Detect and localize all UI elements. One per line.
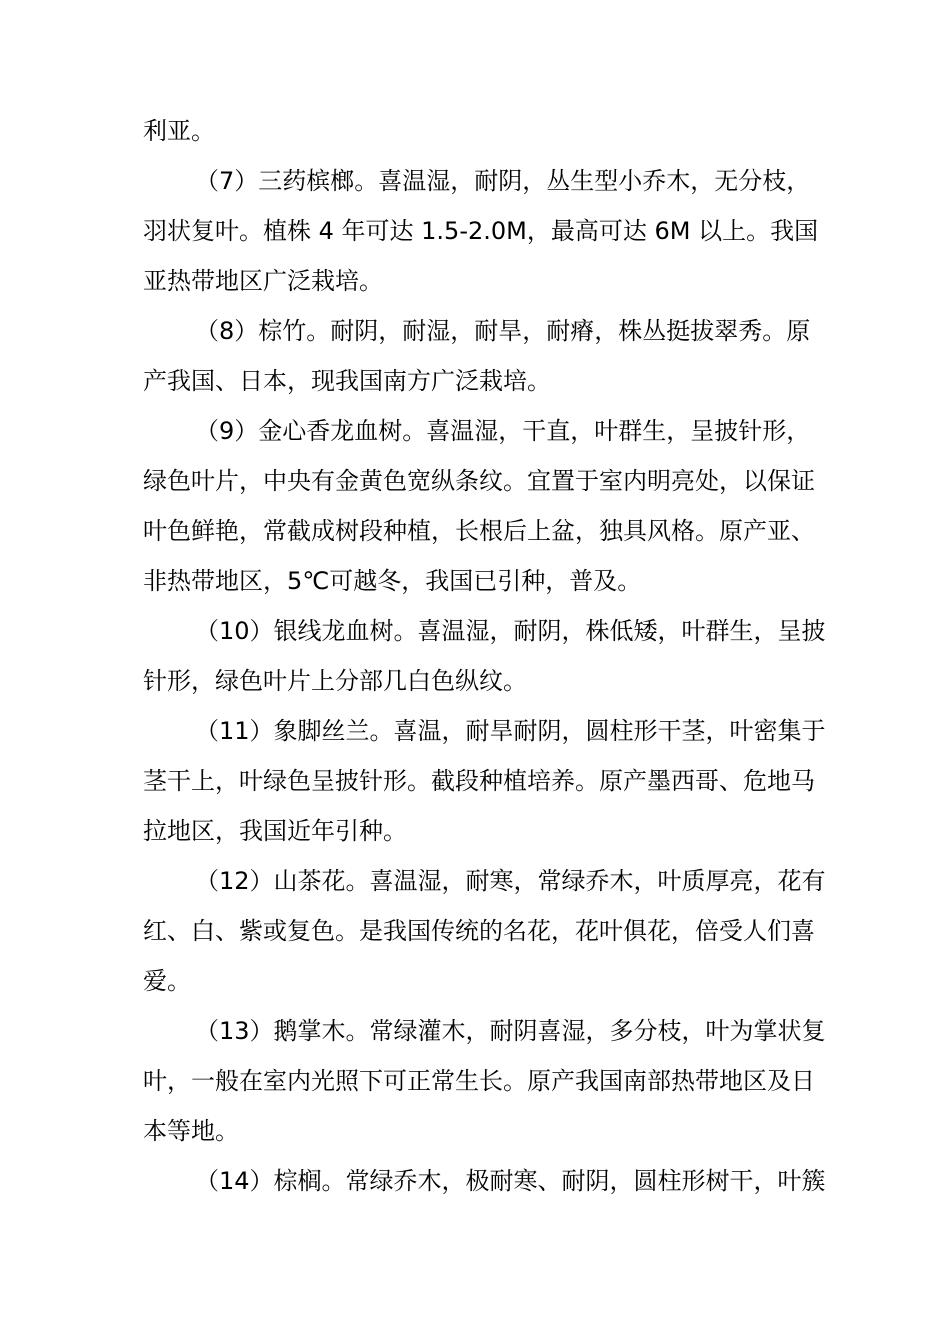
text-line-16: （12）山茶花。喜温湿，耐寒，常绿乔木，叶质厚亮，花有 bbox=[195, 867, 826, 895]
text-line-6: 产我国、日本，现我国南方广泛栽培。 bbox=[143, 367, 551, 395]
text-line-13: （11）象脚丝兰。喜温，耐旱耐阴，圆柱形干茎，叶密集于 bbox=[195, 717, 826, 745]
text-line-20: 叶，一般在室内光照下可正常生长。原产我国南部热带地区及日 bbox=[143, 1067, 815, 1095]
text-line-4: 亚热带地区广泛栽培。 bbox=[143, 267, 383, 295]
text-line-9: 叶色鲜艳，常截成树段种植，长根后上盆，独具风格。原产亚、 bbox=[143, 517, 815, 545]
text-line-11: （10）银线龙血树。喜温湿，耐阴，株低矮，叶群生，呈披 bbox=[195, 617, 826, 645]
text-line-1: 利亚。 bbox=[143, 117, 215, 145]
text-line-15: 拉地区，我国近年引种。 bbox=[143, 817, 407, 845]
text-line-12: 针形，绿色叶片上分部几白色纵纹。 bbox=[143, 667, 527, 695]
text-line-7: （9）金心香龙血树。喜温湿，干直，叶群生，呈披针形， bbox=[195, 417, 811, 445]
text-line-21: 本等地。 bbox=[143, 1117, 239, 1145]
text-line-10: 非热带地区，5℃可越冬，我国已引种，普及。 bbox=[143, 567, 642, 595]
text-line-2: （7）三药槟榔。喜温湿，耐阴，丛生型小乔木，无分枝， bbox=[195, 167, 811, 195]
text-line-18: 爱。 bbox=[143, 967, 191, 995]
text-line-5: （8）棕竹。耐阴，耐湿，耐旱，耐瘠，株丛挺拔翠秀。原 bbox=[195, 317, 811, 345]
text-line-8: 绿色叶片，中央有金黄色宽纵条纹。宜置于室内明亮处，以保证 bbox=[143, 467, 815, 495]
text-line-3: 羽状复叶。植株 4 年可达 1.5-2.0M，最高可达 6M 以上。我国 bbox=[143, 217, 819, 245]
text-line-22: （14）棕榈。常绿乔木，极耐寒、耐阴，圆柱形树干，叶簇 bbox=[195, 1167, 826, 1195]
text-line-19: （13）鹅掌木。常绿灌木，耐阴喜湿，多分枝，叶为掌状复 bbox=[195, 1017, 826, 1045]
text-line-14: 茎干上，叶绿色呈披针形。截段种植培养。原产墨西哥、危地马 bbox=[143, 767, 815, 795]
text-line-17: 红、白、紫或复色。是我国传统的名花，花叶俱花，倍受人们喜 bbox=[143, 917, 815, 945]
